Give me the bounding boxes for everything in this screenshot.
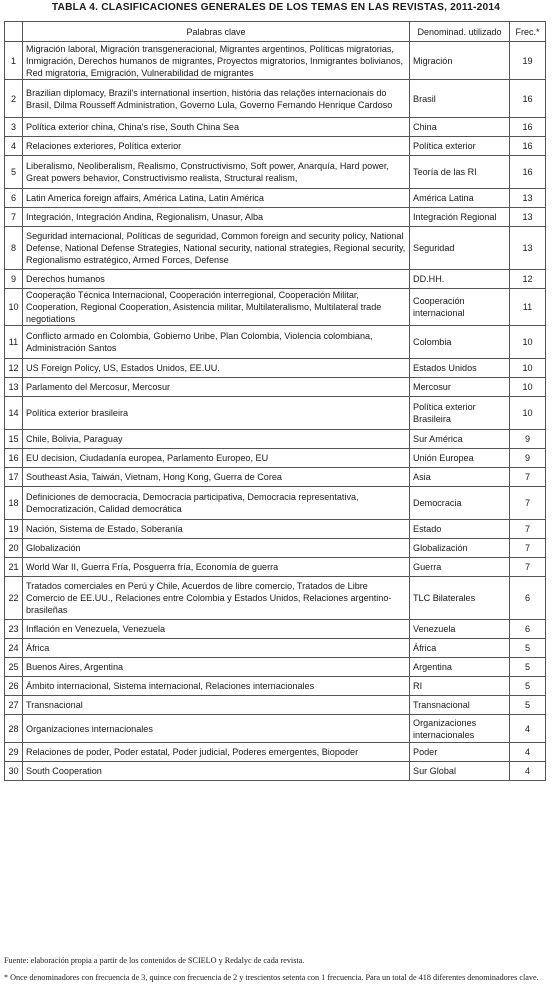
table-row <box>5 227 546 270</box>
keywords-cell: South Cooperation <box>23 762 410 781</box>
denomination-cell: China <box>410 118 510 137</box>
row-number: 22 <box>5 577 23 620</box>
keywords-cell: Política exterior brasileira <box>23 397 410 430</box>
row-number: 24 <box>5 639 23 658</box>
keywords-cell: World War II, Guerra Fría, Posguerra fría, Economía de guerra <box>23 558 410 577</box>
frequency-cell: 4 <box>510 715 546 743</box>
row-number: 18 <box>5 487 23 520</box>
keywords-cell: Tratados comerciales en Perú y Chile, Acuerdos de libre comercio, Tratados de Libre Comercio de EE.UU., Relaciones entre Colombia y Estados Unidos, Relaciones argentino-brasileñas <box>23 577 410 620</box>
table-row <box>5 189 546 208</box>
keywords-cell: Conflicto armado en Colombia, Gobierno Uribe, Plan Colombia, Violencia colombiana, Administración Santos <box>23 326 410 359</box>
frequency-cell: 5 <box>510 696 546 715</box>
table-row <box>5 270 546 289</box>
header-frequency: Frec.* <box>510 22 546 42</box>
denomination-cell: Brasil <box>410 80 510 118</box>
row-number: 29 <box>5 743 23 762</box>
frequency-cell: 10 <box>510 326 546 359</box>
keywords-cell: Parlamento del Mercosur, Mercosur <box>23 378 410 397</box>
frequency-cell: 4 <box>510 743 546 762</box>
table-row <box>5 558 546 577</box>
denomination-cell: DD.HH. <box>410 270 510 289</box>
row-number: 7 <box>5 208 23 227</box>
keywords-cell: Globalización <box>23 539 410 558</box>
denomination-cell: Seguridad <box>410 227 510 270</box>
denomination-cell: Organizaciones internacionales <box>410 715 510 743</box>
row-number: 17 <box>5 468 23 487</box>
row-number: 5 <box>5 156 23 189</box>
table-row <box>5 520 546 539</box>
classification-table <box>4 21 546 781</box>
frequency-cell: 7 <box>510 539 546 558</box>
keywords-cell: Transnacional <box>23 696 410 715</box>
denomination-cell: Unión Europea <box>410 449 510 468</box>
row-number: 27 <box>5 696 23 715</box>
denomination-cell: Migración <box>410 42 510 80</box>
keywords-cell: Latin America foreign affairs, América Latina, Latin América <box>23 189 410 208</box>
row-number: 11 <box>5 326 23 359</box>
frequency-cell: 16 <box>510 118 546 137</box>
row-number: 26 <box>5 677 23 696</box>
keywords-cell: US Foreign Policy, US, Estados Unidos, EE.UU. <box>23 359 410 378</box>
row-number: 21 <box>5 558 23 577</box>
frequency-cell: 7 <box>510 558 546 577</box>
denomination-cell: Argentina <box>410 658 510 677</box>
table-row <box>5 359 546 378</box>
keywords-cell: Relaciones exteriores, Política exterior <box>23 137 410 156</box>
table-row <box>5 378 546 397</box>
denomination-cell: Cooperación internacional <box>410 289 510 326</box>
row-number: 13 <box>5 378 23 397</box>
denomination-cell: Estado <box>410 520 510 539</box>
table-row <box>5 449 546 468</box>
row-number: 4 <box>5 137 23 156</box>
keywords-cell: Integración, Integración Andina, Regionalism, Unasur, Alba <box>23 208 410 227</box>
keywords-cell: Organizaciones internacionales <box>23 715 410 743</box>
denomination-cell: Poder <box>410 743 510 762</box>
table-row <box>5 639 546 658</box>
keywords-cell: Chile, Bolivia, Paraguay <box>23 430 410 449</box>
row-number: 20 <box>5 539 23 558</box>
frequency-cell: 7 <box>510 468 546 487</box>
denomination-cell: Política exterior <box>410 137 510 156</box>
row-number: 8 <box>5 227 23 270</box>
frequency-cell: 9 <box>510 430 546 449</box>
keywords-cell: Migración laboral, Migración transgeneracional, Migrantes argentinos, Políticas migratorias, Inmigración, Derechos humanos de migrantes, Proyectos migratorios, Inmigrantes bolivianos, Red migratoria, Emigración, Vulnerabilidad de migrantes <box>23 42 410 80</box>
denomination-cell: Estados Unidos <box>410 359 510 378</box>
frequency-cell: 16 <box>510 156 546 189</box>
keywords-cell: Ámbito internacional, Sistema internacional, Relaciones internacionales <box>23 677 410 696</box>
row-number: 15 <box>5 430 23 449</box>
source-note: Fuente: elaboración propia a partir de los contenidos de SCIELO y Redalyc de cada revista. <box>4 956 305 965</box>
table-row <box>5 430 546 449</box>
keywords-cell: Inflación en Venezuela, Venezuela <box>23 620 410 639</box>
table-row <box>5 289 546 326</box>
row-number: 10 <box>5 289 23 326</box>
keywords-cell: Política exterior china, China's rise, South China Sea <box>23 118 410 137</box>
header-denomination: Denominad. utilizado <box>410 22 510 42</box>
frequency-cell: 9 <box>510 449 546 468</box>
table-row <box>5 762 546 781</box>
keywords-cell: EU decision, Ciudadanía europea, Parlamento Europeo, EU <box>23 449 410 468</box>
denomination-cell: Transnacional <box>410 696 510 715</box>
frequency-cell: 10 <box>510 397 546 430</box>
table-row <box>5 487 546 520</box>
header-row <box>5 22 546 42</box>
row-number: 23 <box>5 620 23 639</box>
frequency-cell: 13 <box>510 189 546 208</box>
footnote: * Once denominadores con frecuencia de 3, quince con frecuencia de 2 y trescientos setenta con 1 frecuencia. Para un total de 418 diferentes denominadores clave. <box>4 973 539 982</box>
keywords-cell: África <box>23 639 410 658</box>
keywords-cell: Cooperação Técnica Internacional, Cooperación interregional, Cooperación Militar, Cooperation, Regional Cooperation, Asistencia militar, Multilateralismo, Multilateral trade negotiations <box>23 289 410 326</box>
frequency-cell: 7 <box>510 487 546 520</box>
table-row <box>5 658 546 677</box>
row-number: 30 <box>5 762 23 781</box>
frequency-cell: 4 <box>510 762 546 781</box>
keywords-cell: Brazilian diplomacy, Brazil's international insertion, história das relações internacionais do Brasil, Dilma Rousseff Administration, Governo Lula, Governo Fernando Henrique Cardoso <box>23 80 410 118</box>
row-number: 2 <box>5 80 23 118</box>
row-number: 3 <box>5 118 23 137</box>
frequency-cell: 13 <box>510 227 546 270</box>
denomination-cell: Sur Global <box>410 762 510 781</box>
row-number: 12 <box>5 359 23 378</box>
denomination-cell: Guerra <box>410 558 510 577</box>
frequency-cell: 16 <box>510 137 546 156</box>
keywords-cell: Southeast Asia, Taiwán, Vietnam, Hong Kong, Guerra de Corea <box>23 468 410 487</box>
denomination-cell: Democracia <box>410 487 510 520</box>
frequency-cell: 12 <box>510 270 546 289</box>
keywords-cell: Derechos humanos <box>23 270 410 289</box>
denomination-cell: África <box>410 639 510 658</box>
table-row <box>5 468 546 487</box>
table-row <box>5 397 546 430</box>
frequency-cell: 13 <box>510 208 546 227</box>
row-number: 14 <box>5 397 23 430</box>
table-body <box>5 42 546 781</box>
table-title: TABLA 4. CLASIFICACIONES GENERALES DE LOS TEMAS EN LAS REVISTAS, 2011-2014 <box>51 2 501 13</box>
table-row <box>5 620 546 639</box>
denomination-cell: Mercosur <box>410 378 510 397</box>
table-row <box>5 80 546 118</box>
row-number: 19 <box>5 520 23 539</box>
denomination-cell: América Latina <box>410 189 510 208</box>
frequency-cell: 16 <box>510 80 546 118</box>
denomination-cell: Integración Regional <box>410 208 510 227</box>
denomination-cell: Teoría de las RI <box>410 156 510 189</box>
header-number <box>5 22 23 42</box>
keywords-cell: Buenos Aires, Argentina <box>23 658 410 677</box>
frequency-cell: 7 <box>510 520 546 539</box>
table-row <box>5 715 546 743</box>
denomination-cell: Sur América <box>410 430 510 449</box>
frequency-cell: 10 <box>510 359 546 378</box>
denomination-cell: Asia <box>410 468 510 487</box>
frequency-cell: 10 <box>510 378 546 397</box>
keywords-cell: Liberalismo, Neoliberalism, Realismo, Constructivismo, Soft power, Anarquía, Hard power, Great powers behavior, Constructivismo realista, Structural realism, <box>23 156 410 189</box>
row-number: 28 <box>5 715 23 743</box>
header-keywords: Palabras clave <box>23 22 410 42</box>
table-row <box>5 677 546 696</box>
frequency-cell: 5 <box>510 639 546 658</box>
row-number: 6 <box>5 189 23 208</box>
keywords-cell: Seguridad internacional, Políticas de seguridad, Common foreign and security policy, National Defense, National Defense Strategies, National security, national strategies, Regional security, Regionalismo estratégico, Armed Forces, Defense <box>23 227 410 270</box>
row-number: 9 <box>5 270 23 289</box>
denomination-cell: Venezuela <box>410 620 510 639</box>
row-number: 16 <box>5 449 23 468</box>
keywords-cell: Definiciones de democracia, Democracia participativa, Democracia representativa, Democratización, Calidad democrática <box>23 487 410 520</box>
keywords-cell: Relaciones de poder, Poder estatal, Poder judicial, Poderes emergentes, Biopoder <box>23 743 410 762</box>
table-row <box>5 539 546 558</box>
frequency-cell: 5 <box>510 658 546 677</box>
denomination-cell: Política exterior Brasileira <box>410 397 510 430</box>
table-row <box>5 137 546 156</box>
frequency-cell: 6 <box>510 577 546 620</box>
table-row <box>5 326 546 359</box>
denomination-cell: Globalización <box>410 539 510 558</box>
row-number: 1 <box>5 42 23 80</box>
frequency-cell: 11 <box>510 289 546 326</box>
frequency-cell: 19 <box>510 42 546 80</box>
table-row <box>5 208 546 227</box>
table-row <box>5 156 546 189</box>
row-number: 25 <box>5 658 23 677</box>
denomination-cell: Colombia <box>410 326 510 359</box>
keywords-cell: Nación, Sistema de Estado, Soberanía <box>23 520 410 539</box>
table-row <box>5 696 546 715</box>
denomination-cell: TLC Bilaterales <box>410 577 510 620</box>
table-row <box>5 118 546 137</box>
frequency-cell: 6 <box>510 620 546 639</box>
table-row <box>5 577 546 620</box>
table-row <box>5 743 546 762</box>
table-row <box>5 42 546 80</box>
denomination-cell: RI <box>410 677 510 696</box>
frequency-cell: 5 <box>510 677 546 696</box>
